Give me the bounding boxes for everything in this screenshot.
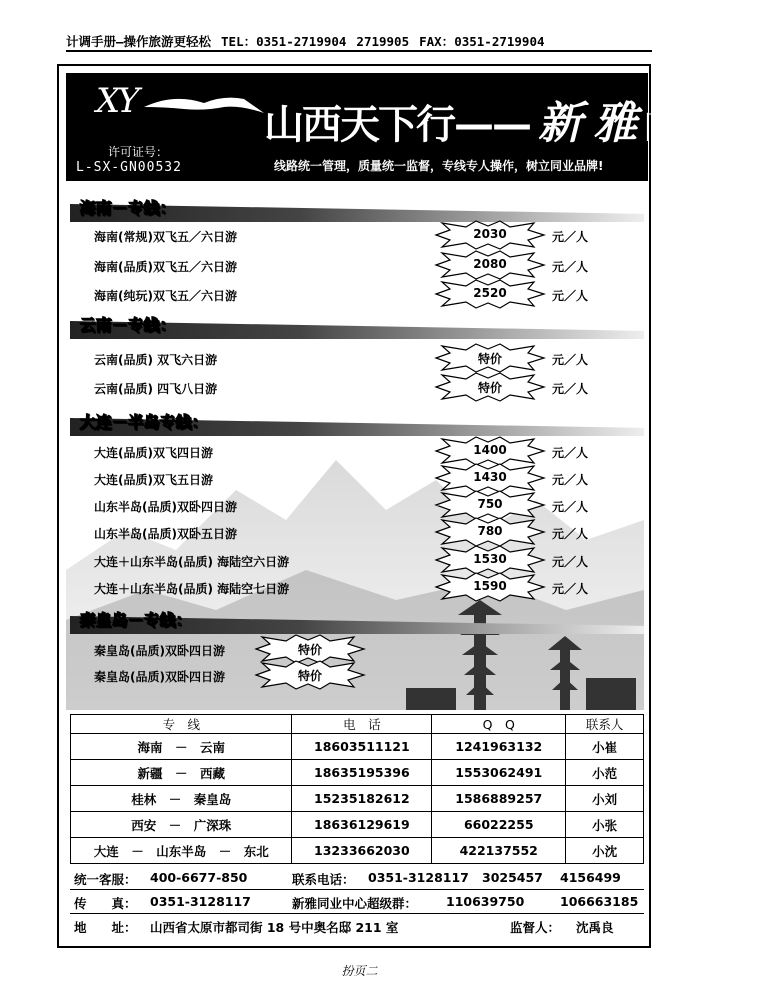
contact-phone-1: 0351-3128117 bbox=[368, 870, 469, 885]
section-header bbox=[70, 196, 644, 222]
table-row bbox=[71, 760, 644, 786]
info-row-address bbox=[70, 914, 644, 938]
route-name: 海南(品质)双飞五／六日游 bbox=[94, 260, 237, 274]
section-title: 云南－专线： bbox=[80, 316, 177, 335]
route-name: 大连(品质)双飞五日游 bbox=[94, 473, 213, 487]
price-unit: 元／人 bbox=[552, 555, 589, 569]
route-price: 特价 bbox=[297, 669, 322, 683]
price-burst bbox=[436, 221, 544, 249]
price-burst bbox=[256, 635, 364, 663]
price-unit: 元／人 bbox=[552, 382, 589, 396]
route-cell: 西安 － 广深珠 bbox=[71, 812, 292, 838]
phone-cell: 18636129619 bbox=[292, 812, 432, 838]
header-route: 专 线 bbox=[71, 715, 292, 734]
section-title: 大连－半岛专线： bbox=[80, 413, 209, 432]
route-price: 2030 bbox=[473, 227, 507, 241]
banner bbox=[66, 73, 763, 181]
price-unit: 元／人 bbox=[552, 230, 589, 244]
banner-title-sub: 同业中心 bbox=[643, 108, 763, 146]
route-name: 云南(品质) 四飞八日游 bbox=[94, 382, 218, 396]
route-name: 云南(品质) 双飞六日游 bbox=[94, 353, 218, 367]
license-label: 许可证号： bbox=[108, 145, 169, 159]
route-price: 1400 bbox=[473, 443, 507, 457]
contact-name-cell: 小张 bbox=[566, 812, 644, 838]
route-price: 780 bbox=[477, 524, 503, 538]
price-unit: 元／人 bbox=[552, 446, 589, 460]
section-header bbox=[70, 608, 644, 634]
route-price: 2080 bbox=[473, 257, 507, 271]
route-cell: 新疆 － 西藏 bbox=[71, 760, 292, 786]
route-price: 特价 bbox=[477, 352, 502, 366]
price-burst bbox=[436, 573, 544, 601]
section-header bbox=[70, 313, 644, 339]
route-price: 2520 bbox=[473, 286, 507, 300]
route-price: 特价 bbox=[297, 643, 322, 657]
group-label: 新雅同业中心超级群： bbox=[292, 896, 418, 911]
price-burst bbox=[436, 546, 544, 574]
group-number-1: 110639750 bbox=[446, 894, 525, 909]
contact-name-cell: 小崔 bbox=[566, 734, 644, 760]
price-burst bbox=[436, 344, 544, 372]
supervisor-label: 监督人： bbox=[510, 920, 561, 935]
price-unit: 元／人 bbox=[552, 473, 589, 487]
price-burst bbox=[436, 251, 544, 279]
section-header bbox=[70, 410, 644, 436]
info-row-service bbox=[70, 866, 644, 890]
section-title: 秦皇岛－专线： bbox=[80, 611, 193, 630]
qq-cell: 422137552 bbox=[432, 838, 566, 864]
phone-cell: 18603511121 bbox=[292, 734, 432, 760]
price-unit: 元／人 bbox=[552, 500, 589, 514]
logo: XY bbox=[96, 81, 137, 121]
fax-label-bottom: 传 真： bbox=[74, 896, 137, 911]
route-price: 750 bbox=[477, 497, 503, 511]
address-label: 地 址： bbox=[74, 920, 137, 935]
route-name: 大连＋山东半岛(品质) 海陆空七日游 bbox=[94, 582, 290, 596]
price-unit: 元／人 bbox=[552, 353, 589, 367]
price-burst bbox=[436, 491, 544, 519]
phone-cell: 18635195396 bbox=[292, 760, 432, 786]
table-row bbox=[71, 734, 644, 760]
fax-number-bottom: 0351-3128117 bbox=[150, 894, 251, 909]
service-number: 400-6677-850 bbox=[150, 870, 248, 885]
banner-title bbox=[264, 87, 763, 151]
contact-phone-3: 4156499 bbox=[560, 870, 621, 885]
license-number: L-SX-GN00532 bbox=[76, 160, 182, 175]
price-burst bbox=[436, 437, 544, 465]
route-price: 特价 bbox=[477, 381, 502, 395]
route-name: 海南(常规)双飞五／六日游 bbox=[94, 230, 237, 244]
price-burst bbox=[436, 373, 544, 401]
header-phone: 电 话 bbox=[292, 715, 432, 734]
fax-number: 0351-2719904 bbox=[454, 34, 545, 49]
route-name: 秦皇岛(品质)双卧四日游 bbox=[94, 670, 225, 684]
header-qq: Q Q bbox=[432, 715, 566, 734]
qq-cell: 1586889257 bbox=[432, 786, 566, 812]
price-burst bbox=[436, 518, 544, 546]
price-burst bbox=[256, 661, 364, 689]
address-text: 山西省太原市都司街 18 号中奥名邸 211 室 bbox=[150, 920, 399, 935]
qq-cell: 1241963132 bbox=[432, 734, 566, 760]
route-name: 大连＋山东半岛(品质) 海陆空六日游 bbox=[94, 555, 290, 569]
phone-cell: 13233662030 bbox=[292, 838, 432, 864]
table-row bbox=[71, 812, 644, 838]
price-burst bbox=[436, 280, 544, 308]
group-number-2: 106663185 bbox=[560, 894, 639, 909]
bird-logo-icon bbox=[144, 89, 264, 119]
route-name: 海南(纯玩)双飞五／六日游 bbox=[94, 289, 237, 303]
price-unit: 元／人 bbox=[552, 260, 589, 274]
contact-name-cell: 小沈 bbox=[566, 838, 644, 864]
tel-number-1: 0351-2719904 bbox=[256, 34, 347, 49]
info-row-fax bbox=[70, 890, 644, 914]
contacts-header-row bbox=[71, 715, 644, 734]
contact-name-cell: 小刘 bbox=[566, 786, 644, 812]
banner-title-main: 山西天下行—— bbox=[264, 102, 530, 148]
fax-label: FAX： bbox=[419, 34, 455, 49]
price-burst bbox=[436, 464, 544, 492]
route-name: 山东半岛(品质)双卧四日游 bbox=[94, 500, 237, 514]
banner-title-brand: 新 雅 bbox=[538, 98, 636, 149]
tel-label: TEL： bbox=[221, 34, 257, 49]
page-footer: 扮页二 bbox=[341, 964, 378, 978]
table-row bbox=[71, 786, 644, 812]
route-cell: 大连 － 山东半岛 － 东北 bbox=[71, 838, 292, 864]
route-name: 山东半岛(品质)双卧五日游 bbox=[94, 527, 237, 541]
phone-cell: 15235182612 bbox=[292, 786, 432, 812]
contact-phone-label: 联系电话： bbox=[292, 872, 355, 887]
contact-phone-2: 3025457 bbox=[482, 870, 543, 885]
top-slogan: 计调手册—操作旅游更轻松 bbox=[66, 34, 212, 49]
route-price: 1530 bbox=[473, 552, 507, 566]
header-contact: 联系人 bbox=[566, 715, 644, 734]
service-label: 统一客服： bbox=[74, 872, 137, 887]
section-title: 海南－专线： bbox=[80, 199, 177, 218]
top-contact-line bbox=[66, 32, 652, 52]
route-price: 1590 bbox=[473, 579, 507, 593]
supervisor-name: 沈禹良 bbox=[576, 920, 614, 935]
banner-motto: 线路统一管理，质量统一监督，专线专人操作，树立同业品牌! bbox=[274, 159, 604, 173]
qq-cell: 1553062491 bbox=[432, 760, 566, 786]
route-price: 1430 bbox=[473, 470, 507, 484]
tel-number-2: 2719905 bbox=[356, 34, 410, 49]
contacts-table bbox=[70, 714, 644, 864]
table-row bbox=[71, 838, 644, 864]
price-unit: 元／人 bbox=[552, 289, 589, 303]
route-cell: 桂林 － 秦皇岛 bbox=[71, 786, 292, 812]
route-name: 秦皇岛(品质)双卧四日游 bbox=[94, 644, 225, 658]
route-name: 大连(品质)双飞四日游 bbox=[94, 446, 213, 460]
contact-name-cell: 小范 bbox=[566, 760, 644, 786]
price-unit: 元／人 bbox=[552, 582, 589, 596]
qq-cell: 66022255 bbox=[432, 812, 566, 838]
price-unit: 元／人 bbox=[552, 527, 589, 541]
route-cell: 海南 － 云南 bbox=[71, 734, 292, 760]
